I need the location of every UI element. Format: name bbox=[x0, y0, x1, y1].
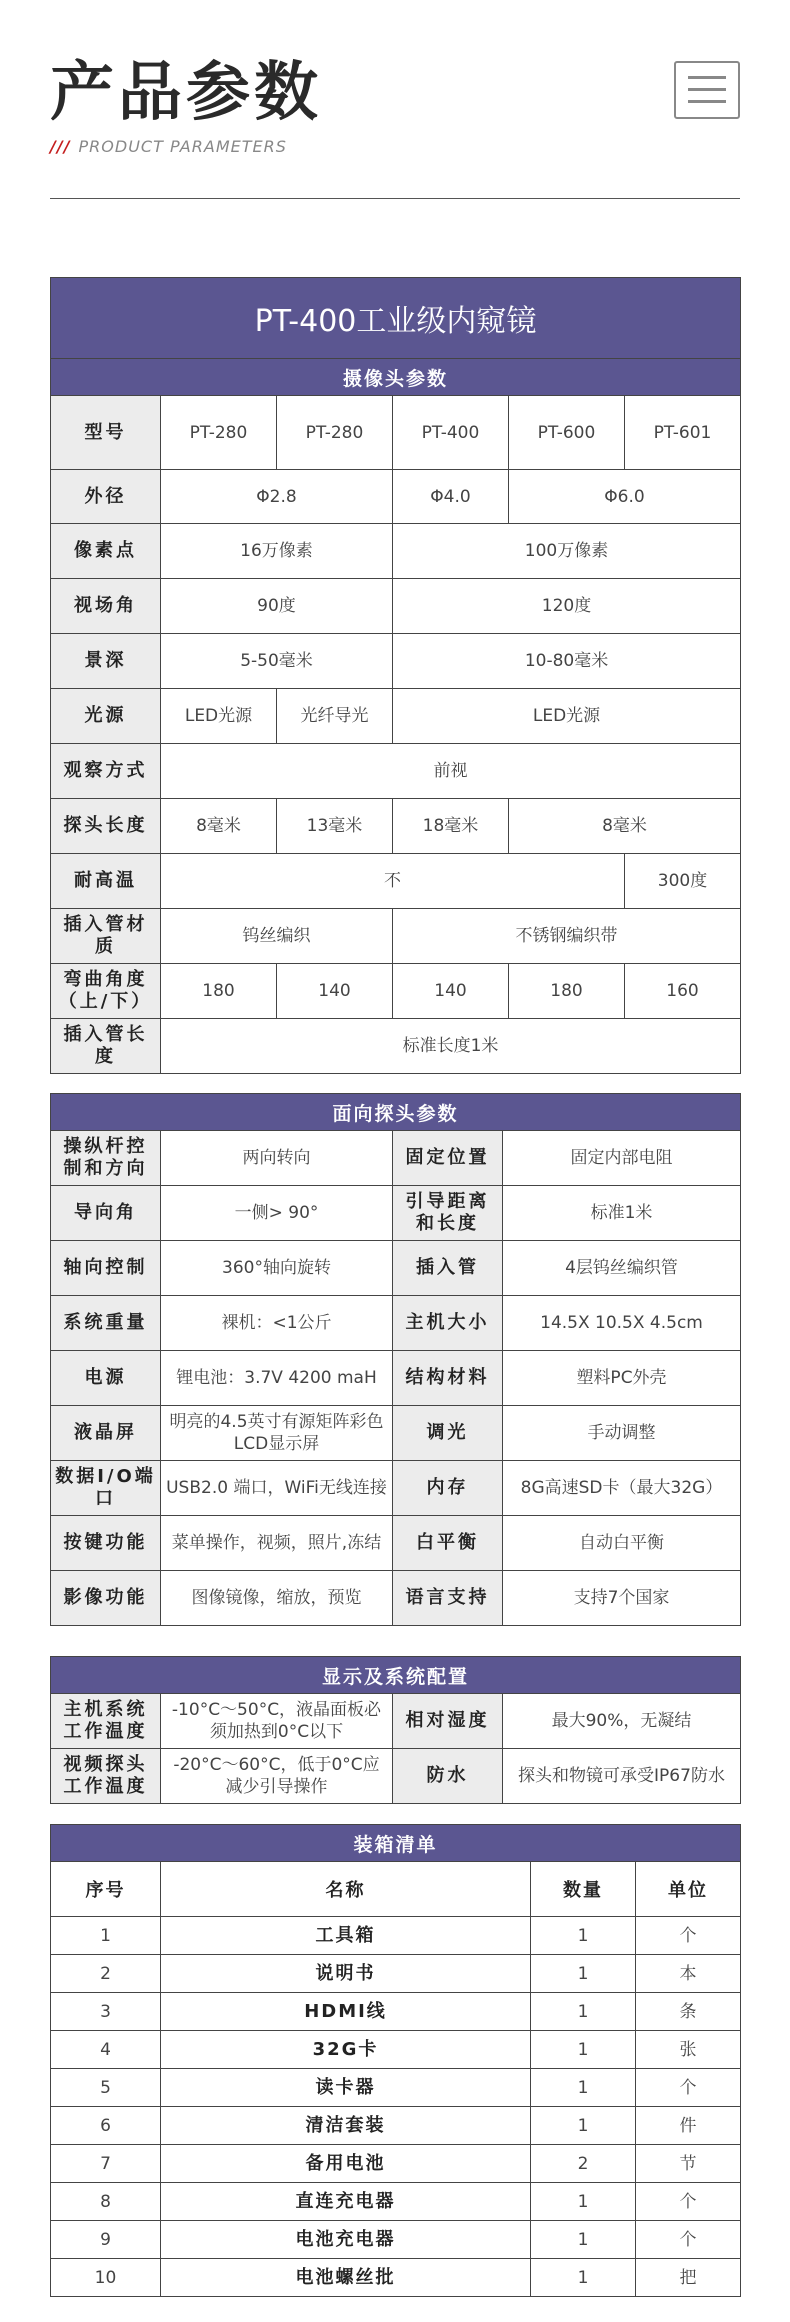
table-row bbox=[51, 2221, 741, 2259]
row-label: 插入管材质 bbox=[51, 909, 161, 964]
cell-value: 160 bbox=[625, 964, 741, 1019]
table-row bbox=[51, 2183, 741, 2221]
row-label: 液晶屏 bbox=[51, 1406, 161, 1461]
cell-value: Φ4.0 bbox=[393, 470, 509, 524]
cell-qty: 1 bbox=[531, 2183, 636, 2221]
cell-value: 光纤导光 bbox=[277, 689, 393, 744]
column-header: 单位 bbox=[636, 1862, 741, 1917]
table-row bbox=[51, 396, 741, 470]
row-label: 结构材料 bbox=[393, 1351, 503, 1406]
row-label: 像素点 bbox=[51, 524, 161, 579]
cell-item-name: 电池螺丝批 bbox=[161, 2259, 531, 2297]
cell-value: LED光源 bbox=[393, 689, 741, 744]
table-row bbox=[51, 1296, 741, 1351]
cell-value: 锂电池：3.7V 4200 maH bbox=[161, 1351, 393, 1406]
header-divider bbox=[50, 198, 740, 199]
cell-qty: 1 bbox=[531, 2031, 636, 2069]
cell-index: 2 bbox=[51, 1955, 161, 1993]
row-label: 插入管长度 bbox=[51, 1019, 161, 1074]
cell-index: 10 bbox=[51, 2259, 161, 2297]
cell-unit: 个 bbox=[636, 1917, 741, 1955]
table-row bbox=[51, 524, 741, 579]
table-row bbox=[51, 689, 741, 744]
cell-index: 3 bbox=[51, 1993, 161, 2031]
cell-value: 两向转向 bbox=[161, 1131, 393, 1186]
row-label: 探头长度 bbox=[51, 799, 161, 854]
cell-index: 1 bbox=[51, 1917, 161, 1955]
table-row bbox=[51, 2259, 741, 2297]
cell-value: 支持7个国家 bbox=[503, 1571, 741, 1626]
packing-list-table bbox=[50, 1824, 741, 2297]
cell-qty: 1 bbox=[531, 2069, 636, 2107]
table-header-row bbox=[51, 1862, 741, 1917]
page-header bbox=[50, 55, 740, 156]
cell-unit: 节 bbox=[636, 2145, 741, 2183]
cell-qty: 1 bbox=[531, 2259, 636, 2297]
cell-value: 18毫米 bbox=[393, 799, 509, 854]
cell-value: PT-400 bbox=[393, 396, 509, 470]
row-label: 光源 bbox=[51, 689, 161, 744]
row-label: 防水 bbox=[393, 1749, 503, 1804]
cell-value: 明亮的4.5英寸有源矩阵彩色LCD显示屏 bbox=[161, 1406, 393, 1461]
cell-value: 120度 bbox=[393, 579, 741, 634]
cell-value: USB2.0 端口，WiFi无线连接 bbox=[161, 1461, 393, 1516]
cell-value: -20°C～60°C，低于0°C应减少引导操作 bbox=[161, 1749, 393, 1804]
table-row bbox=[51, 634, 741, 689]
table-row bbox=[51, 2031, 741, 2069]
subtitle-marks: /// bbox=[50, 137, 71, 156]
cell-index: 7 bbox=[51, 2145, 161, 2183]
cell-item-name: 电池充电器 bbox=[161, 2221, 531, 2259]
cell-value: 不锈钢编织带 bbox=[393, 909, 741, 964]
cell-value: 8G高速SD卡（最大32G） bbox=[503, 1461, 741, 1516]
cell-value: 13毫米 bbox=[277, 799, 393, 854]
cell-index: 6 bbox=[51, 2107, 161, 2145]
cell-value: 标准1米 bbox=[503, 1186, 741, 1241]
cell-value: 4层钨丝编织管 bbox=[503, 1241, 741, 1296]
cell-value: PT-601 bbox=[625, 396, 741, 470]
cell-value: PT-280 bbox=[161, 396, 277, 470]
row-label: 观察方式 bbox=[51, 744, 161, 799]
cell-qty: 1 bbox=[531, 2221, 636, 2259]
cell-item-name: 32G卡 bbox=[161, 2031, 531, 2069]
table-row bbox=[51, 1019, 741, 1074]
cell-value: Φ6.0 bbox=[509, 470, 741, 524]
cell-index: 5 bbox=[51, 2069, 161, 2107]
row-label: 内存 bbox=[393, 1461, 503, 1516]
page-subtitle bbox=[50, 137, 740, 156]
cell-unit: 个 bbox=[636, 2069, 741, 2107]
cell-unit: 个 bbox=[636, 2183, 741, 2221]
cell-value: 标准长度1米 bbox=[161, 1019, 741, 1074]
cell-value: 360°轴向旋转 bbox=[161, 1241, 393, 1296]
row-label: 电源 bbox=[51, 1351, 161, 1406]
cell-value: 180 bbox=[161, 964, 277, 1019]
cell-qty: 1 bbox=[531, 1955, 636, 1993]
cell-unit: 件 bbox=[636, 2107, 741, 2145]
table-row bbox=[51, 1186, 741, 1241]
table-row bbox=[51, 1749, 741, 1804]
cell-value: 菜单操作，视频，照片,冻结 bbox=[161, 1516, 393, 1571]
table-row bbox=[51, 1351, 741, 1406]
table-row bbox=[51, 909, 741, 964]
cell-qty: 2 bbox=[531, 2145, 636, 2183]
row-label: 数据I/O端口 bbox=[51, 1461, 161, 1516]
column-header: 名称 bbox=[161, 1862, 531, 1917]
table-row bbox=[51, 1694, 741, 1749]
cell-value: 一侧> 90° bbox=[161, 1186, 393, 1241]
table-row bbox=[51, 1955, 741, 1993]
cell-value: 140 bbox=[277, 964, 393, 1019]
table-row bbox=[51, 1406, 741, 1461]
table-row bbox=[51, 799, 741, 854]
table-row bbox=[51, 1461, 741, 1516]
cell-qty: 1 bbox=[531, 1917, 636, 1955]
row-label: 白平衡 bbox=[393, 1516, 503, 1571]
row-label: 固定位置 bbox=[393, 1131, 503, 1186]
row-label: 系统重量 bbox=[51, 1296, 161, 1351]
table-main-title: PT-400工业级内窥镜 bbox=[51, 278, 741, 359]
table-row bbox=[51, 2145, 741, 2183]
cell-item-name: 直连充电器 bbox=[161, 2183, 531, 2221]
table-row bbox=[51, 964, 741, 1019]
table-row bbox=[51, 854, 741, 909]
cell-qty: 1 bbox=[531, 2107, 636, 2145]
table-row bbox=[51, 744, 741, 799]
row-label: 视场角 bbox=[51, 579, 161, 634]
cell-value: 手动调整 bbox=[503, 1406, 741, 1461]
row-label: 引导距离和长度 bbox=[393, 1186, 503, 1241]
section-title-system: 显示及系统配置 bbox=[51, 1657, 741, 1694]
row-label: 主机系统工作温度 bbox=[51, 1694, 161, 1749]
column-header: 序号 bbox=[51, 1862, 161, 1917]
row-label: 视频探头工作温度 bbox=[51, 1749, 161, 1804]
cell-index: 8 bbox=[51, 2183, 161, 2221]
cell-value: 探头和物镜可承受IP67防水 bbox=[503, 1749, 741, 1804]
table-row bbox=[51, 1571, 741, 1626]
cell-value: LED光源 bbox=[161, 689, 277, 744]
row-label: 插入管 bbox=[393, 1241, 503, 1296]
table-row bbox=[51, 2069, 741, 2107]
menu-icon[interactable] bbox=[674, 61, 740, 119]
cell-value: -10°C～50°C，液晶面板必须加热到0°C以下 bbox=[161, 1694, 393, 1749]
cell-value: 裸机：<1公斤 bbox=[161, 1296, 393, 1351]
cell-value: 14.5X 10.5X 4.5cm bbox=[503, 1296, 741, 1351]
cell-unit: 个 bbox=[636, 2221, 741, 2259]
row-label: 操纵杆控制和方向 bbox=[51, 1131, 161, 1186]
table-row bbox=[51, 470, 741, 524]
cell-item-name: HDMI线 bbox=[161, 1993, 531, 2031]
table-row bbox=[51, 1131, 741, 1186]
cell-unit: 本 bbox=[636, 1955, 741, 1993]
section-title-probe: 面向探头参数 bbox=[51, 1094, 741, 1131]
table-row bbox=[51, 1516, 741, 1571]
cell-value: 最大90%，无凝结 bbox=[503, 1694, 741, 1749]
cell-unit: 条 bbox=[636, 1993, 741, 2031]
section-title-camera: 摄像头参数 bbox=[51, 359, 741, 396]
cell-value: 10-80毫米 bbox=[393, 634, 741, 689]
row-label: 弯曲角度（上/下） bbox=[51, 964, 161, 1019]
probe-params-table bbox=[50, 1093, 741, 1626]
cell-item-name: 说明书 bbox=[161, 1955, 531, 1993]
row-label: 景深 bbox=[51, 634, 161, 689]
cell-value: Φ2.8 bbox=[161, 470, 393, 524]
table-row bbox=[51, 1993, 741, 2031]
row-label: 轴向控制 bbox=[51, 1241, 161, 1296]
cell-value: 自动白平衡 bbox=[503, 1516, 741, 1571]
row-label: 型号 bbox=[51, 396, 161, 470]
cell-value: 100万像素 bbox=[393, 524, 741, 579]
table-row bbox=[51, 579, 741, 634]
row-label: 影像功能 bbox=[51, 1571, 161, 1626]
table-row bbox=[51, 2107, 741, 2145]
cell-value: 300度 bbox=[625, 854, 741, 909]
cell-item-name: 读卡器 bbox=[161, 2069, 531, 2107]
row-label: 相对湿度 bbox=[393, 1694, 503, 1749]
cell-value: 8毫米 bbox=[509, 799, 741, 854]
subtitle-text: PRODUCT PARAMETERS bbox=[78, 137, 287, 156]
row-label: 主机大小 bbox=[393, 1296, 503, 1351]
cell-unit: 把 bbox=[636, 2259, 741, 2297]
row-label: 外径 bbox=[51, 470, 161, 524]
cell-index: 4 bbox=[51, 2031, 161, 2069]
cell-qty: 1 bbox=[531, 1993, 636, 2031]
table-row bbox=[51, 1241, 741, 1296]
column-header: 数量 bbox=[531, 1862, 636, 1917]
cell-value: 固定内部电阻 bbox=[503, 1131, 741, 1186]
cell-value: 钨丝编织 bbox=[161, 909, 393, 964]
table-row bbox=[51, 1917, 741, 1955]
system-config-table bbox=[50, 1656, 741, 1804]
cell-value: 塑料PC外壳 bbox=[503, 1351, 741, 1406]
cell-value: 140 bbox=[393, 964, 509, 1019]
cell-value: 5-50毫米 bbox=[161, 634, 393, 689]
cell-value: 90度 bbox=[161, 579, 393, 634]
row-label: 导向角 bbox=[51, 1186, 161, 1241]
cell-value: 16万像素 bbox=[161, 524, 393, 579]
row-label: 语言支持 bbox=[393, 1571, 503, 1626]
cell-value: 图像镜像，缩放，预览 bbox=[161, 1571, 393, 1626]
cell-index: 9 bbox=[51, 2221, 161, 2259]
section-title-packing: 装箱清单 bbox=[51, 1825, 741, 1862]
cell-item-name: 清洁套装 bbox=[161, 2107, 531, 2145]
cell-value: PT-600 bbox=[509, 396, 625, 470]
cell-value: 前视 bbox=[161, 744, 741, 799]
page-title: 产品参数 bbox=[50, 56, 322, 130]
cell-value: 8毫米 bbox=[161, 799, 277, 854]
camera-params-table bbox=[50, 277, 741, 1074]
cell-item-name: 工具箱 bbox=[161, 1917, 531, 1955]
row-label: 调光 bbox=[393, 1406, 503, 1461]
cell-unit: 张 bbox=[636, 2031, 741, 2069]
row-label: 耐高温 bbox=[51, 854, 161, 909]
cell-item-name: 备用电池 bbox=[161, 2145, 531, 2183]
cell-value: 不 bbox=[161, 854, 625, 909]
row-label: 按键功能 bbox=[51, 1516, 161, 1571]
cell-value: PT-280 bbox=[277, 396, 393, 470]
cell-value: 180 bbox=[509, 964, 625, 1019]
